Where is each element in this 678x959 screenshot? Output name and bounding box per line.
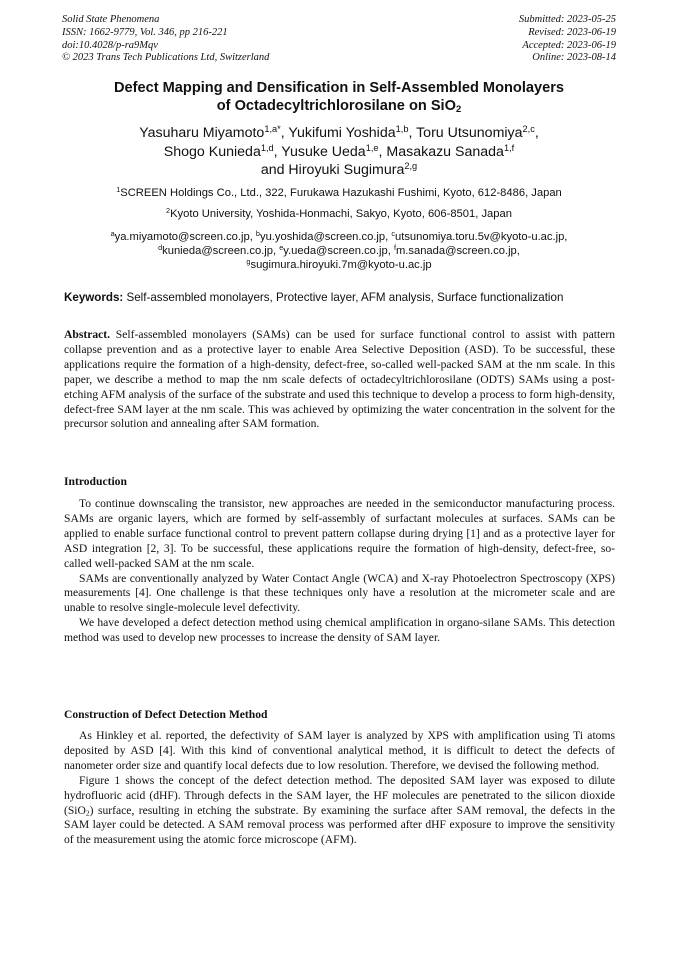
title-subscript: 2 [455, 103, 462, 115]
email-mark: b [255, 229, 260, 238]
email-link[interactable]: y.ueda@screen.co.jp, [283, 245, 394, 257]
email-mark: d [158, 243, 163, 252]
authors-line-3 [60, 161, 618, 180]
affiliation-1 [60, 187, 618, 199]
doi: doi:10.4028/p-ra9Mqv [62, 39, 158, 51]
author-name: , Toru Utsunomiya [408, 125, 523, 141]
paragraph [64, 774, 615, 849]
email-mark: a [110, 229, 115, 238]
dates-header [519, 14, 616, 65]
issn: ISSN: 1662-9779, Vol. 346, pp 216-221 [62, 26, 228, 38]
accepted-date: Accepted: 2023-06-19 [522, 39, 616, 51]
authors-line-1 [60, 124, 618, 143]
introduction-heading: Introduction [64, 475, 127, 488]
copyright: © 2023 Trans Tech Publications Ltd, Switzerland [62, 52, 270, 64]
abstract-label: Abstract. [64, 328, 111, 341]
subscript: 2 [85, 808, 90, 818]
emails-line-2 [60, 244, 618, 258]
title-line-2-text: of Octadecyltrichlorosilane on SiO [216, 97, 456, 114]
affiliation-text: Kyoto University, Yoshida-Honmachi, Sakyo, Kyoto, 606-8501, Japan [170, 208, 512, 220]
journal-name: Solid State Phenomena [62, 14, 160, 25]
paragraph: SAMs are conventionally analyzed by Water Contact Angle (WCA) and X-ray Photoelectron Spectroscopy (XPS) measurements [4]. One challenge is that these techniques only have a resolution at the micrometer scale and are unable to resolve single-molecule level defectivity. [64, 571, 615, 615]
author-affiliation-mark: 1,f [503, 142, 515, 153]
online-date: Online: 2023-08-14 [532, 52, 616, 64]
email-mark: c [391, 229, 395, 238]
keywords-text: Self-assembled monolayers, Protective layer, AFM analysis, Surface functionalization [123, 291, 564, 304]
abstract-text: Self-assembled monolayers (SAMs) can be used for surface functional control to assist with pattern collapse prevention and as a protective layer to enable Area Selective Deposition (ASD). To be successful, these applications require the formation of a high-density, defect-free, so-called well-packed SAM at the nm scale. In this paper, we describe a method to map the nm scale defects of octadecyltrichlorosilane (ODTS) SAMs using a post-etching AFM analysis of the surface of the substrate and used this technique to develop a process to form high-density, defect-free SAM layer at the nm scale. This was achieved by optimizing the water concentration in the solvent for the precursor solution and annealing after SAM formation. [64, 328, 615, 431]
affiliation-mark: 2 [166, 206, 171, 215]
title-line-1: Defect Mapping and Densification in Self-Assembled Monolayers [113, 80, 565, 96]
affiliation-mark: 1 [116, 185, 121, 194]
author-name: , Masakazu Sanada [378, 143, 504, 160]
email-link[interactable]: kunieda@screen.co.jp, [162, 245, 280, 257]
construction-heading: Construction of Defect Detection Method [64, 708, 268, 721]
author-name: Yasuharu Miyamoto [139, 125, 265, 141]
revised-date: Revised: 2023-06-19 [528, 26, 616, 38]
paragraph: As Hinkley et al. reported, the defectivity of SAM layer is analyzed by XPS with amplification using Ti atoms deposited by ASD [4]. With this kind of conventional analytical method, it is difficult to detect the defects of nanometer order size and quantify local defects due to low resolution. Therefore, we devised the following method. [64, 729, 615, 772]
email-mark: g [246, 257, 251, 266]
author-separator: , [534, 125, 539, 141]
author-affiliation-mark: 2,c [522, 123, 535, 134]
author-name: , Yusuke Ueda [273, 143, 366, 160]
affiliation-text: SCREEN Holdings Co., Ltd., 322, Furukawa Hazukashi Fushimi, Kyoto, 612-8486, Japan [120, 187, 562, 199]
email-link[interactable]: ya.miyamoto@screen.co.jp, [114, 231, 256, 243]
author-affiliation-mark: 1,b [395, 123, 409, 134]
journal-header [62, 14, 269, 65]
email-link[interactable]: yu.yoshida@screen.co.jp, [259, 231, 392, 243]
paragraph-text: ) surface, resulting in etching the substrate. By examining the surface after SAM removal, the defects in the SAM layer could be detected. A SAM removal process was performed after dHF exposure to improve the sensitivity of the measurement using the atomic force microscope (AFM). [64, 803, 615, 847]
keywords-label: Keywords: [64, 291, 124, 304]
affiliation-2 [60, 208, 618, 220]
email-link[interactable]: sugimura.hiroyuki.7m@kyoto-u.ac.jp [250, 259, 432, 271]
email-mark: e [279, 243, 284, 252]
email-mark: f [393, 243, 396, 252]
introduction-body [64, 497, 615, 646]
author-affiliation-mark: 1,d [260, 142, 274, 153]
emails-line-1 [60, 230, 618, 244]
email-link[interactable]: utsunomiya.toru.5v@kyoto-u.ac.jp, [395, 231, 568, 243]
abstract [64, 328, 615, 432]
authors-line-2 [60, 143, 618, 162]
author-list [60, 124, 618, 180]
construction-body [64, 729, 615, 848]
keywords [64, 291, 624, 304]
paper-title [60, 80, 618, 115]
author-name: Shogo Kunieda [163, 143, 261, 160]
author-affiliation-mark: 1,a* [264, 123, 281, 134]
author-affiliation-mark: 1,e [365, 142, 379, 153]
paragraph: We have developed a defect detection method using chemical amplification in organo-silane SAMs. This detection method was used to develop new processes to increase the density of SAM layer. [64, 616, 615, 645]
author-name: and Hiroyuki Sugimura [260, 162, 405, 178]
author-name: , Yukifumi Yoshida [280, 125, 396, 141]
email-link[interactable]: m.sanada@screen.co.jp, [395, 245, 520, 257]
author-affiliation-mark: 2,g [404, 160, 418, 171]
title-line-2 [60, 98, 618, 116]
emails-line-3 [60, 258, 618, 272]
paragraph: To continue downscaling the transistor, new approaches are needed in the semiconductor manufacturing process. SAMs are organic layers, which are formed by self-assembly of surfactant molecules at surfaces. SAMs can be applied to enable surface functional control to prevent pattern collapse during drying [1] and as a protective layer for ASD integration [2, 3]. To be successful, these applications require the formation of high-density, defect-free, so-called well-packed SAM at the nm scale. [64, 497, 615, 570]
email-list [60, 230, 618, 272]
submitted-date: Submitted: 2023-05-25 [518, 14, 616, 25]
paragraph-text: Figure 1 shows the concept of the defect detection method. The deposited SAM layer was exposed to dilute hydrofluoric acid (dHF). Through defects in the SAM layer, the HF molecules are penetrated to the silicon dioxide (SiO [64, 773, 615, 817]
